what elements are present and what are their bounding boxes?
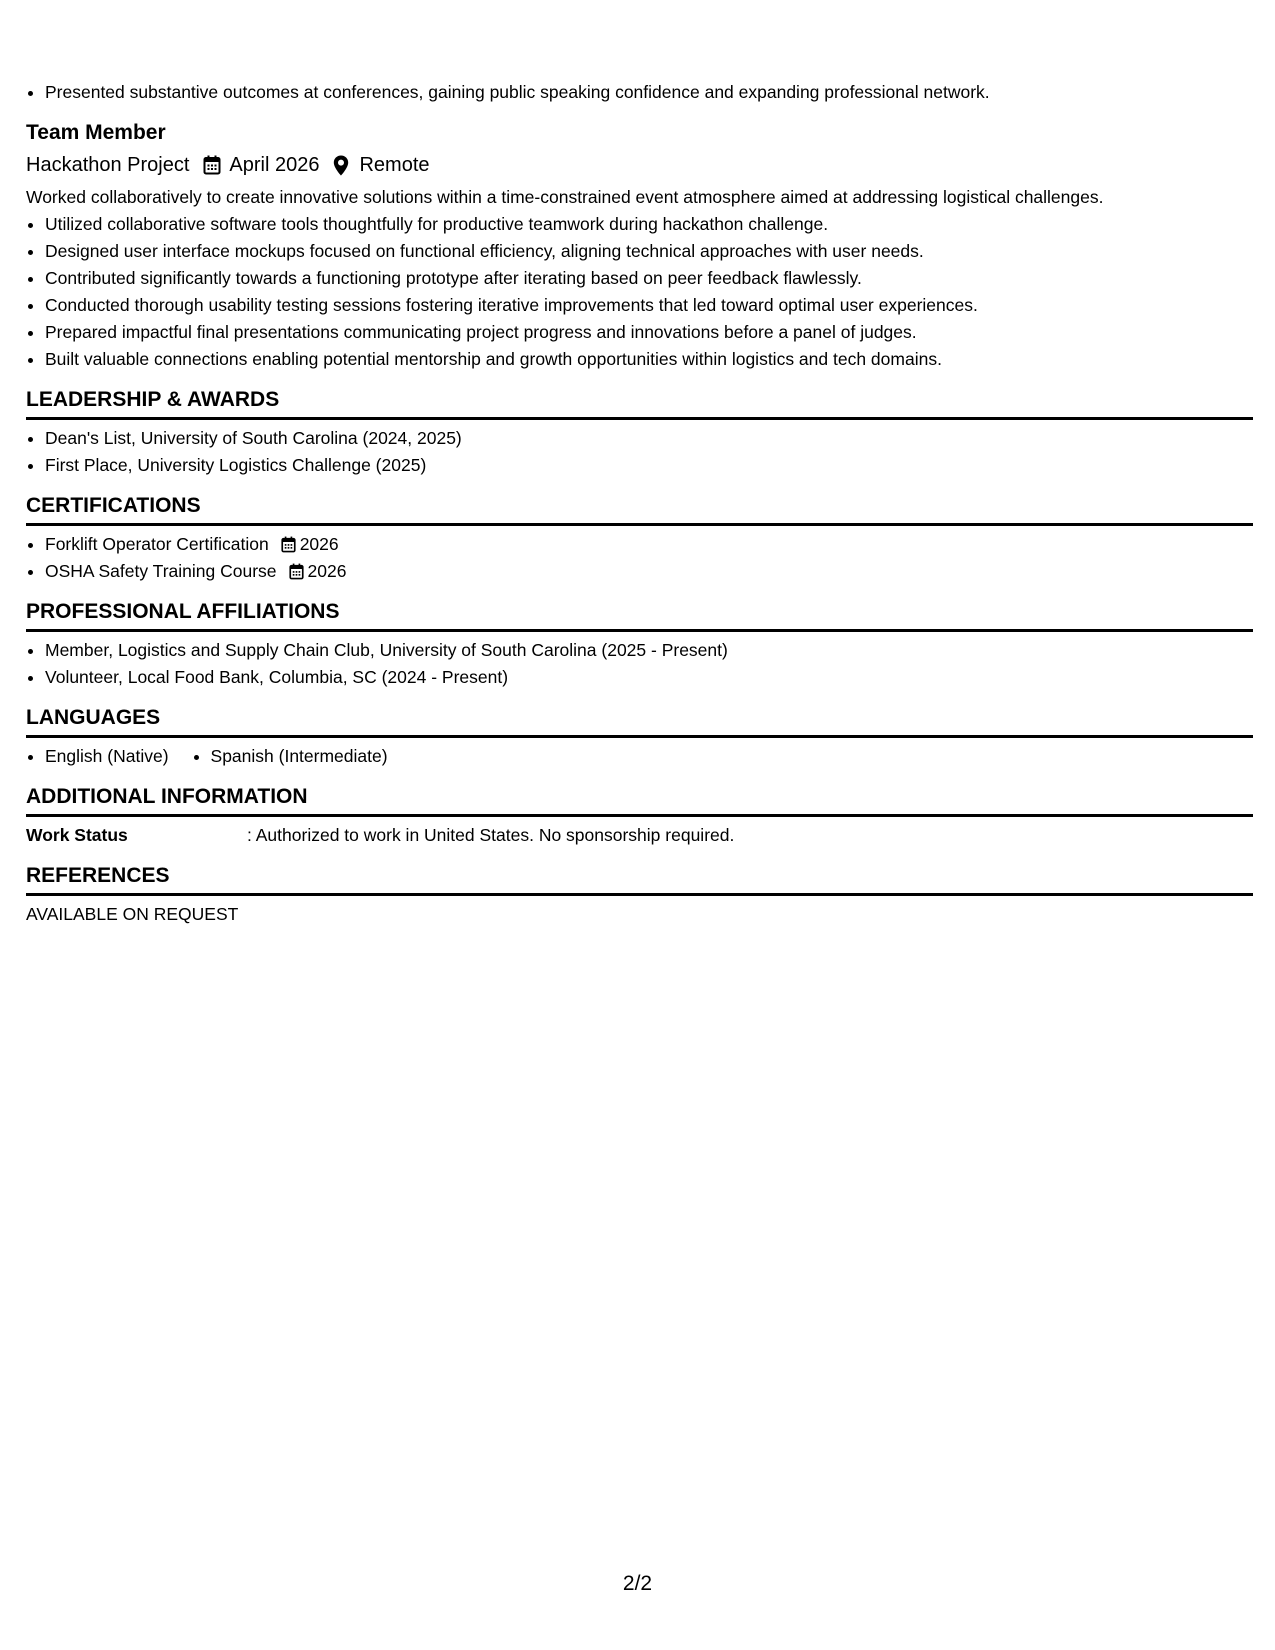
job-title: Team Member <box>26 121 166 144</box>
list-item: • Designed user interface mockups focused on functional efficiency, aligning technical approaches with user needs. <box>45 238 1251 265</box>
cert-date <box>289 558 347 585</box>
references-text: AVAILABLE ON REQUEST <box>26 904 239 924</box>
job-date-text: April 2026 <box>229 154 320 176</box>
list-item: • Utilized collaborative software tools thoughtfully for productive teamwork during hackathon challenge. <box>45 211 1251 238</box>
job-location-text: Remote <box>359 154 430 176</box>
calendar-icon <box>203 155 221 175</box>
list-item: • Contributed significantly towards a functioning prototype after iterating based on peer feedback flawlessly. <box>45 265 1251 292</box>
list-item: • Presented substantive outcomes at conferences, gaining public speaking confidence and expanding professional network. <box>45 79 1251 106</box>
section-heading: LEADERSHIP & AWARDS <box>26 387 1253 420</box>
cert-name: • OSHA Safety Training Course <box>45 561 277 581</box>
list-item: • Spanish (Intermediate) <box>211 743 388 770</box>
map-pin-icon <box>333 155 349 176</box>
languages-section <box>26 705 1251 770</box>
list-item: • Volunteer, Local Food Bank, Columbia, SC (2024 - Present) <box>45 664 1251 691</box>
job-entry <box>26 120 1251 373</box>
job-date <box>203 152 319 178</box>
section-heading: REFERENCES <box>26 863 1253 896</box>
page-number: 2/2 <box>622 1572 653 1595</box>
cert-year: 2026 <box>307 561 347 581</box>
job-location <box>333 152 429 178</box>
section-heading: PROFESSIONAL AFFILIATIONS <box>26 599 1253 632</box>
job-description: Worked collaboratively to create innovative solutions within a time-constrained event atmosphere aimed at addressing logistical challenges. <box>26 187 1104 207</box>
list-item: • Built valuable connections enabling potential mentorship and growth opportunities within logistics and tech domains. <box>45 346 1251 373</box>
affiliations-list <box>26 637 1251 691</box>
leadership-section <box>26 387 1251 479</box>
cert-name: • Forklift Operator Certification <box>45 534 269 554</box>
list-item <box>45 558 1251 585</box>
cert-year: 2026 <box>299 534 339 554</box>
list-item: • First Place, University Logistics Challenge (2025) <box>45 452 1251 479</box>
list-item: • Prepared impactful final presentations communicating project progress and innovations before a panel of judges. <box>45 319 1251 346</box>
work-status-row <box>26 822 1251 849</box>
list-item: • Member, Logistics and Supply Chain Club, University of South Carolina (2025 - Present) <box>45 637 1251 664</box>
intro-bullet-list <box>26 79 1251 106</box>
section-heading: ADDITIONAL INFORMATION <box>26 784 1253 817</box>
list-item: • English (Native) <box>45 743 169 770</box>
job-meta <box>26 152 1251 178</box>
affiliations-section <box>26 599 1251 691</box>
list-item <box>45 531 1251 558</box>
calendar-icon <box>281 536 296 553</box>
list-item: • Conducted thorough usability testing sessions fostering iterative improvements that led toward optimal user experiences. <box>45 292 1251 319</box>
leadership-list <box>26 425 1251 479</box>
work-status-label: Work Status <box>26 825 128 845</box>
calendar-icon <box>289 563 304 580</box>
section-heading: CERTIFICATIONS <box>26 493 1253 526</box>
job-org: Hackathon Project <box>26 154 190 176</box>
languages-list <box>26 743 1251 770</box>
cert-date <box>281 531 339 558</box>
references-section <box>26 863 1251 928</box>
certifications-section <box>26 493 1251 585</box>
section-heading: LANGUAGES <box>26 705 1253 738</box>
resume-page <box>26 0 1251 928</box>
list-item: • Dean's List, University of South Carolina (2024, 2025) <box>45 425 1251 452</box>
job-bullet-list <box>26 211 1251 373</box>
work-status-value: : Authorized to work in United States. No sponsorship required. <box>247 825 735 845</box>
additional-info-section <box>26 784 1251 849</box>
certifications-list <box>26 531 1251 585</box>
